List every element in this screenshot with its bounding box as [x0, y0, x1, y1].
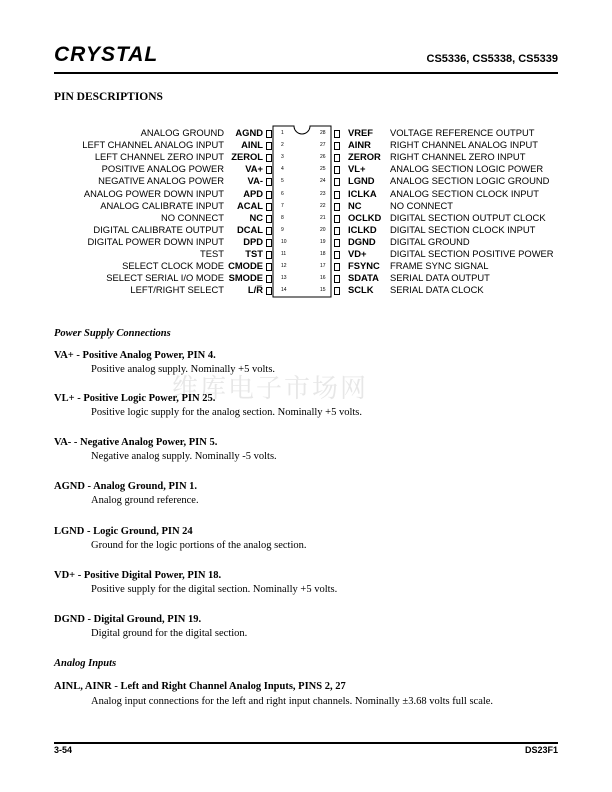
pin-left-number: 7 [281, 202, 284, 209]
logo-text: CRYSTAL [54, 43, 159, 66]
pin-right-name: SDATA [348, 272, 379, 284]
pin-left-desc: NO CONNECT [160, 211, 224, 223]
watermark: 维库电子市场网 [172, 374, 369, 404]
pin-right-number: 24 [320, 178, 326, 185]
entry-desc: Analog ground reference. [91, 495, 199, 506]
pin-right-desc: DIGITAL SECTION OUTPUT CLOCK [390, 211, 546, 223]
pin-left-name: DCAL [236, 223, 263, 235]
pin-right-name: LGND [348, 175, 375, 187]
pin-right-desc: DIGITAL GROUND [390, 235, 470, 247]
pin-right-box [334, 203, 340, 211]
pin-right-desc: DIGITAL SECTION POSITIVE POWER [390, 248, 554, 259]
pin-right-number: 28 [320, 130, 326, 136]
pin-left-box [266, 154, 272, 162]
pin-right-box [334, 130, 340, 138]
header-rule [54, 72, 558, 74]
pin-right-name: DGND [348, 235, 376, 247]
pin-left-number: 2 [281, 142, 284, 149]
pin-left-name: VA+ [245, 163, 263, 175]
pin-right-box [334, 287, 340, 295]
footer-rule [54, 742, 558, 744]
pin-left-desc: SELECT SERIAL I/O MODE [106, 272, 224, 284]
pin-right-number: 21 [320, 214, 326, 221]
pin-left-number: 3 [281, 154, 284, 161]
pin-right-name: ICLKD [348, 223, 377, 235]
pin-right-box [334, 239, 340, 247]
pin-left-desc: ANALOG POWER DOWN INPUT [83, 187, 224, 199]
entry-desc: Positive analog supply. Nominally +5 volts. [91, 364, 276, 375]
pin-left-name: ZEROL [231, 151, 263, 163]
pin-left-name: AINL [241, 139, 263, 151]
pin-right-desc: ANALOG SECTION CLOCK INPUT [390, 187, 539, 199]
entry-desc: Positive logic supply for the analog section. Nominally +5 volts. [91, 407, 363, 418]
pin-left-desc: ANALOG CALIBRATE INPUT [100, 199, 224, 211]
section-analog-inputs: Analog Inputs [54, 658, 117, 669]
page-number: 3-54 [54, 745, 73, 755]
pin-right-box [334, 191, 340, 199]
pin-right-box [334, 227, 340, 235]
entry-desc: Ground for the logic portions of the analog section. [91, 540, 307, 551]
pin-left-box [266, 287, 272, 295]
entry-title: VA- - Negative Analog Power, PIN 5. [54, 437, 218, 448]
pin-right-number: 25 [320, 166, 326, 173]
pin-right-number: 26 [320, 154, 326, 161]
entry-title: AINL, AINR - Left and Right Channel Analog Inputs, PINS 2, 27 [54, 681, 346, 692]
pin-left-number: 10 [281, 238, 287, 245]
pin-left-desc: LEFT CHANNEL ANALOG INPUT [82, 139, 224, 151]
pin-left-desc: POSITIVE ANALOG POWER [101, 163, 224, 175]
pin-left-name: DPD [243, 235, 263, 247]
pin-left-box [266, 275, 272, 283]
pin-right-name: ICLKA [348, 187, 377, 199]
entry-title: VD+ - Positive Digital Power, PIN 18. [54, 570, 222, 581]
pin-left-number: 8 [281, 214, 284, 221]
pin-left-number: 5 [281, 178, 284, 185]
pin-right-name: ZEROR [348, 151, 381, 163]
pin-right-number: 15 [320, 287, 326, 294]
pin-right-number: 16 [320, 275, 326, 282]
pin-left-box [266, 142, 272, 150]
pin-left-box [266, 215, 272, 223]
pin-left-name: AGND [235, 127, 263, 138]
pin-right-number: 23 [320, 190, 326, 197]
pin-left-name: NC [249, 211, 263, 223]
pin-left-desc: SELECT CLOCK MODE [122, 260, 224, 272]
pin-left-box [266, 251, 272, 259]
entry-desc: Digital ground for the digital section. [91, 628, 248, 639]
pin-right-box [334, 215, 340, 223]
pin-right-box [334, 263, 340, 271]
pin-descriptions-title: PIN DESCRIPTIONS [54, 91, 163, 103]
pin-right-desc: NO CONNECT [390, 199, 454, 211]
crystal-logo [54, 44, 189, 66]
pin-left-name: TST [245, 248, 263, 259]
pin-left-name: SMODE [228, 272, 263, 284]
pin-right-number: 17 [320, 263, 326, 270]
pin-left-name: CMODE [228, 260, 263, 272]
pin-left-number: 1 [281, 130, 284, 136]
document-id: DS23F1 [524, 745, 558, 755]
pin-left-desc: ANALOG GROUND [140, 127, 224, 138]
pin-right-box [334, 251, 340, 259]
entry-desc: Negative analog supply. Nominally -5 volts. [91, 451, 277, 462]
pin-right-box [334, 275, 340, 283]
pin-right-desc: DIGITAL SECTION CLOCK INPUT [390, 223, 536, 235]
pin-left-number: 6 [281, 190, 284, 197]
pin-right-desc: ANALOG SECTION LOGIC GROUND [390, 175, 550, 187]
entry-title: VL+ - Positive Logic Power, PIN 25. [54, 393, 216, 404]
pin-left-box [266, 191, 272, 199]
pin-left-name: VA- [247, 175, 263, 187]
pin-right-box [334, 142, 340, 150]
entry-title: DGND - Digital Ground, PIN 19. [54, 614, 202, 625]
pin-right-desc: RIGHT CHANNEL ANALOG INPUT [390, 139, 538, 151]
pin-left-desc: DIGITAL CALIBRATE OUTPUT [93, 223, 224, 235]
pin-left-name: APD [243, 187, 263, 199]
pin-left-desc: NEGATIVE ANALOG POWER [98, 175, 224, 187]
entry-title: LGND - Logic Ground, PIN 24 [54, 526, 193, 537]
pin-left-number: 12 [281, 263, 287, 270]
pin-left-box [266, 263, 272, 271]
pin-left-number: 4 [281, 166, 284, 173]
pin-right-number: 27 [320, 142, 326, 149]
pin-right-desc: VOLTAGE REFERENCE OUTPUT [390, 127, 535, 138]
pin-right-desc: RIGHT CHANNEL ZERO INPUT [390, 151, 526, 163]
pin-left-box [266, 178, 272, 186]
pin-right-number: 22 [320, 202, 326, 209]
pin-left-desc: DIGITAL POWER DOWN INPUT [87, 235, 224, 247]
pin-left-box [266, 239, 272, 247]
pin-right-name: NC [348, 199, 362, 211]
pin-right-desc: SERIAL DATA CLOCK [390, 284, 484, 296]
section-power-supply: Power Supply Connections [54, 328, 171, 339]
pin-right-box [334, 166, 340, 174]
part-numbers: CS5336, CS5338, CS5339 [426, 53, 558, 65]
pin-left-box [266, 130, 272, 138]
pin-left-desc: LEFT CHANNEL ZERO INPUT [94, 151, 224, 163]
pin-right-name: OCLKD [348, 211, 382, 223]
pin-left-desc: TEST [200, 248, 224, 259]
pin-left-number: 14 [281, 287, 287, 294]
pin-left-box [266, 203, 272, 211]
pin-right-name: FSYNC [348, 260, 380, 272]
pin-left-name: L/R̅ [247, 284, 263, 296]
pin-left-name: ACAL [236, 199, 263, 211]
pin-right-box [334, 178, 340, 186]
pin-left-box [266, 227, 272, 235]
pin-right-name: VD+ [348, 248, 367, 259]
pin-left-number: 13 [281, 275, 287, 282]
entry-title: AGND - Analog Ground, PIN 1. [54, 481, 198, 492]
pin-right-number: 19 [320, 238, 326, 245]
pin-right-name: SCLK [348, 284, 374, 296]
pin-left-desc: LEFT/RIGHT SELECT [130, 284, 224, 296]
pin-right-desc: FRAME SYNC SIGNAL [390, 260, 489, 272]
entry-title: VA+ - Positive Analog Power, PIN 4. [54, 350, 216, 361]
pin-right-name: AINR [348, 139, 371, 151]
pin-right-number: 20 [320, 226, 326, 233]
pin-right-name: VL+ [348, 163, 366, 175]
pin-left-number: 11 [281, 251, 287, 257]
pin-left-number: 9 [281, 226, 284, 233]
pin-right-number: 18 [320, 251, 326, 257]
pin-right-desc: ANALOG SECTION LOGIC POWER [390, 163, 544, 175]
pin-left-box [266, 166, 272, 174]
entry-desc: Positive supply for the digital section. Nominally +5 volts. [91, 584, 338, 595]
pin-right-box [334, 154, 340, 162]
entry-desc: Analog input connections for the left and right input channels. Nominally ±3.68 volts full scale. [91, 696, 494, 707]
pin-right-name: VREF [348, 127, 374, 138]
pin-right-desc: SERIAL DATA OUTPUT [390, 272, 490, 284]
